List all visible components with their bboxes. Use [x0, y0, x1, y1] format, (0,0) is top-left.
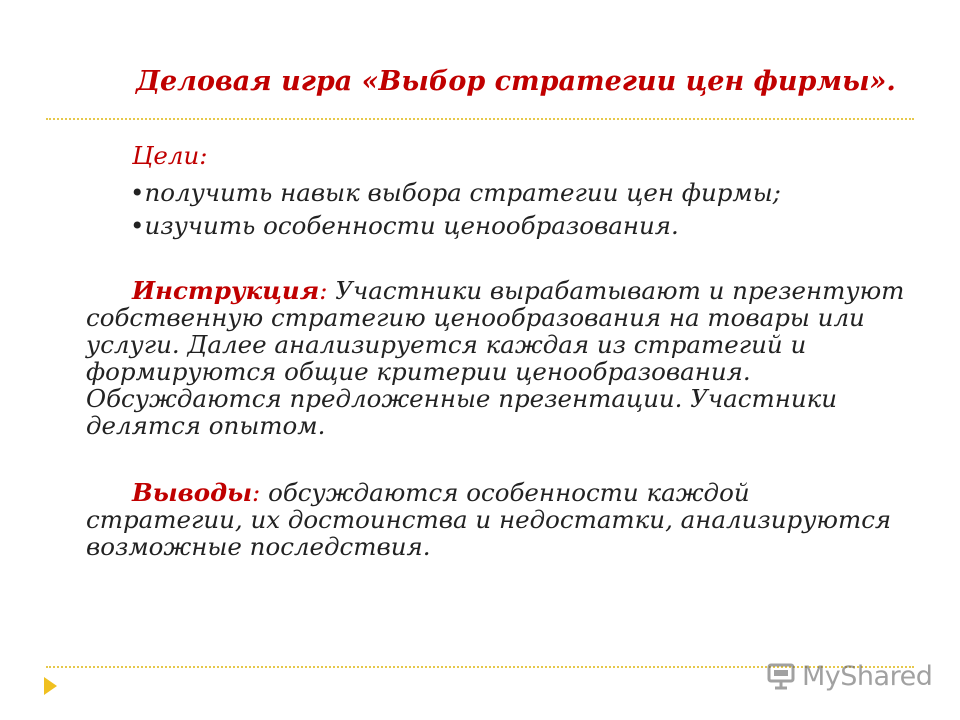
conclusions-colon: : — [252, 478, 261, 507]
goal-item: •получить навык выбора стратегии цен фирмы; — [130, 178, 781, 207]
play-arrow-icon — [44, 677, 57, 695]
instruction-text: Участники вырабатывают и презентуют собственную стратегию ценообразования на товары или услуги. Далее анализируется каждая из стратегий и формируются общие критерии ценообразования. Обсуждаются предложенные презентации. Участники делятся опытом. — [86, 276, 905, 440]
watermark-text: MyShared — [802, 660, 933, 692]
conclusions-label: Выводы — [132, 478, 253, 507]
slide-title: Деловая игра «Выбор стратегии цен фирмы». — [136, 66, 896, 97]
goal-item: •изучить особенности ценообразования. — [130, 211, 679, 240]
goals-label: Цели: — [132, 141, 208, 170]
presentation-board-icon — [766, 661, 796, 691]
instruction-label: Инструкция — [132, 276, 320, 305]
conclusions-paragraph — [86, 479, 906, 560]
instruction-paragraph — [86, 277, 906, 439]
instruction-colon: : — [319, 276, 328, 305]
slide-content — [86, 142, 906, 560]
top-divider — [46, 118, 914, 120]
watermark — [766, 658, 932, 694]
conclusions-text: обсуждаются особенности каждой стратегии, их достоинства и недостатки, анализируются возможные последствия. — [86, 478, 892, 561]
